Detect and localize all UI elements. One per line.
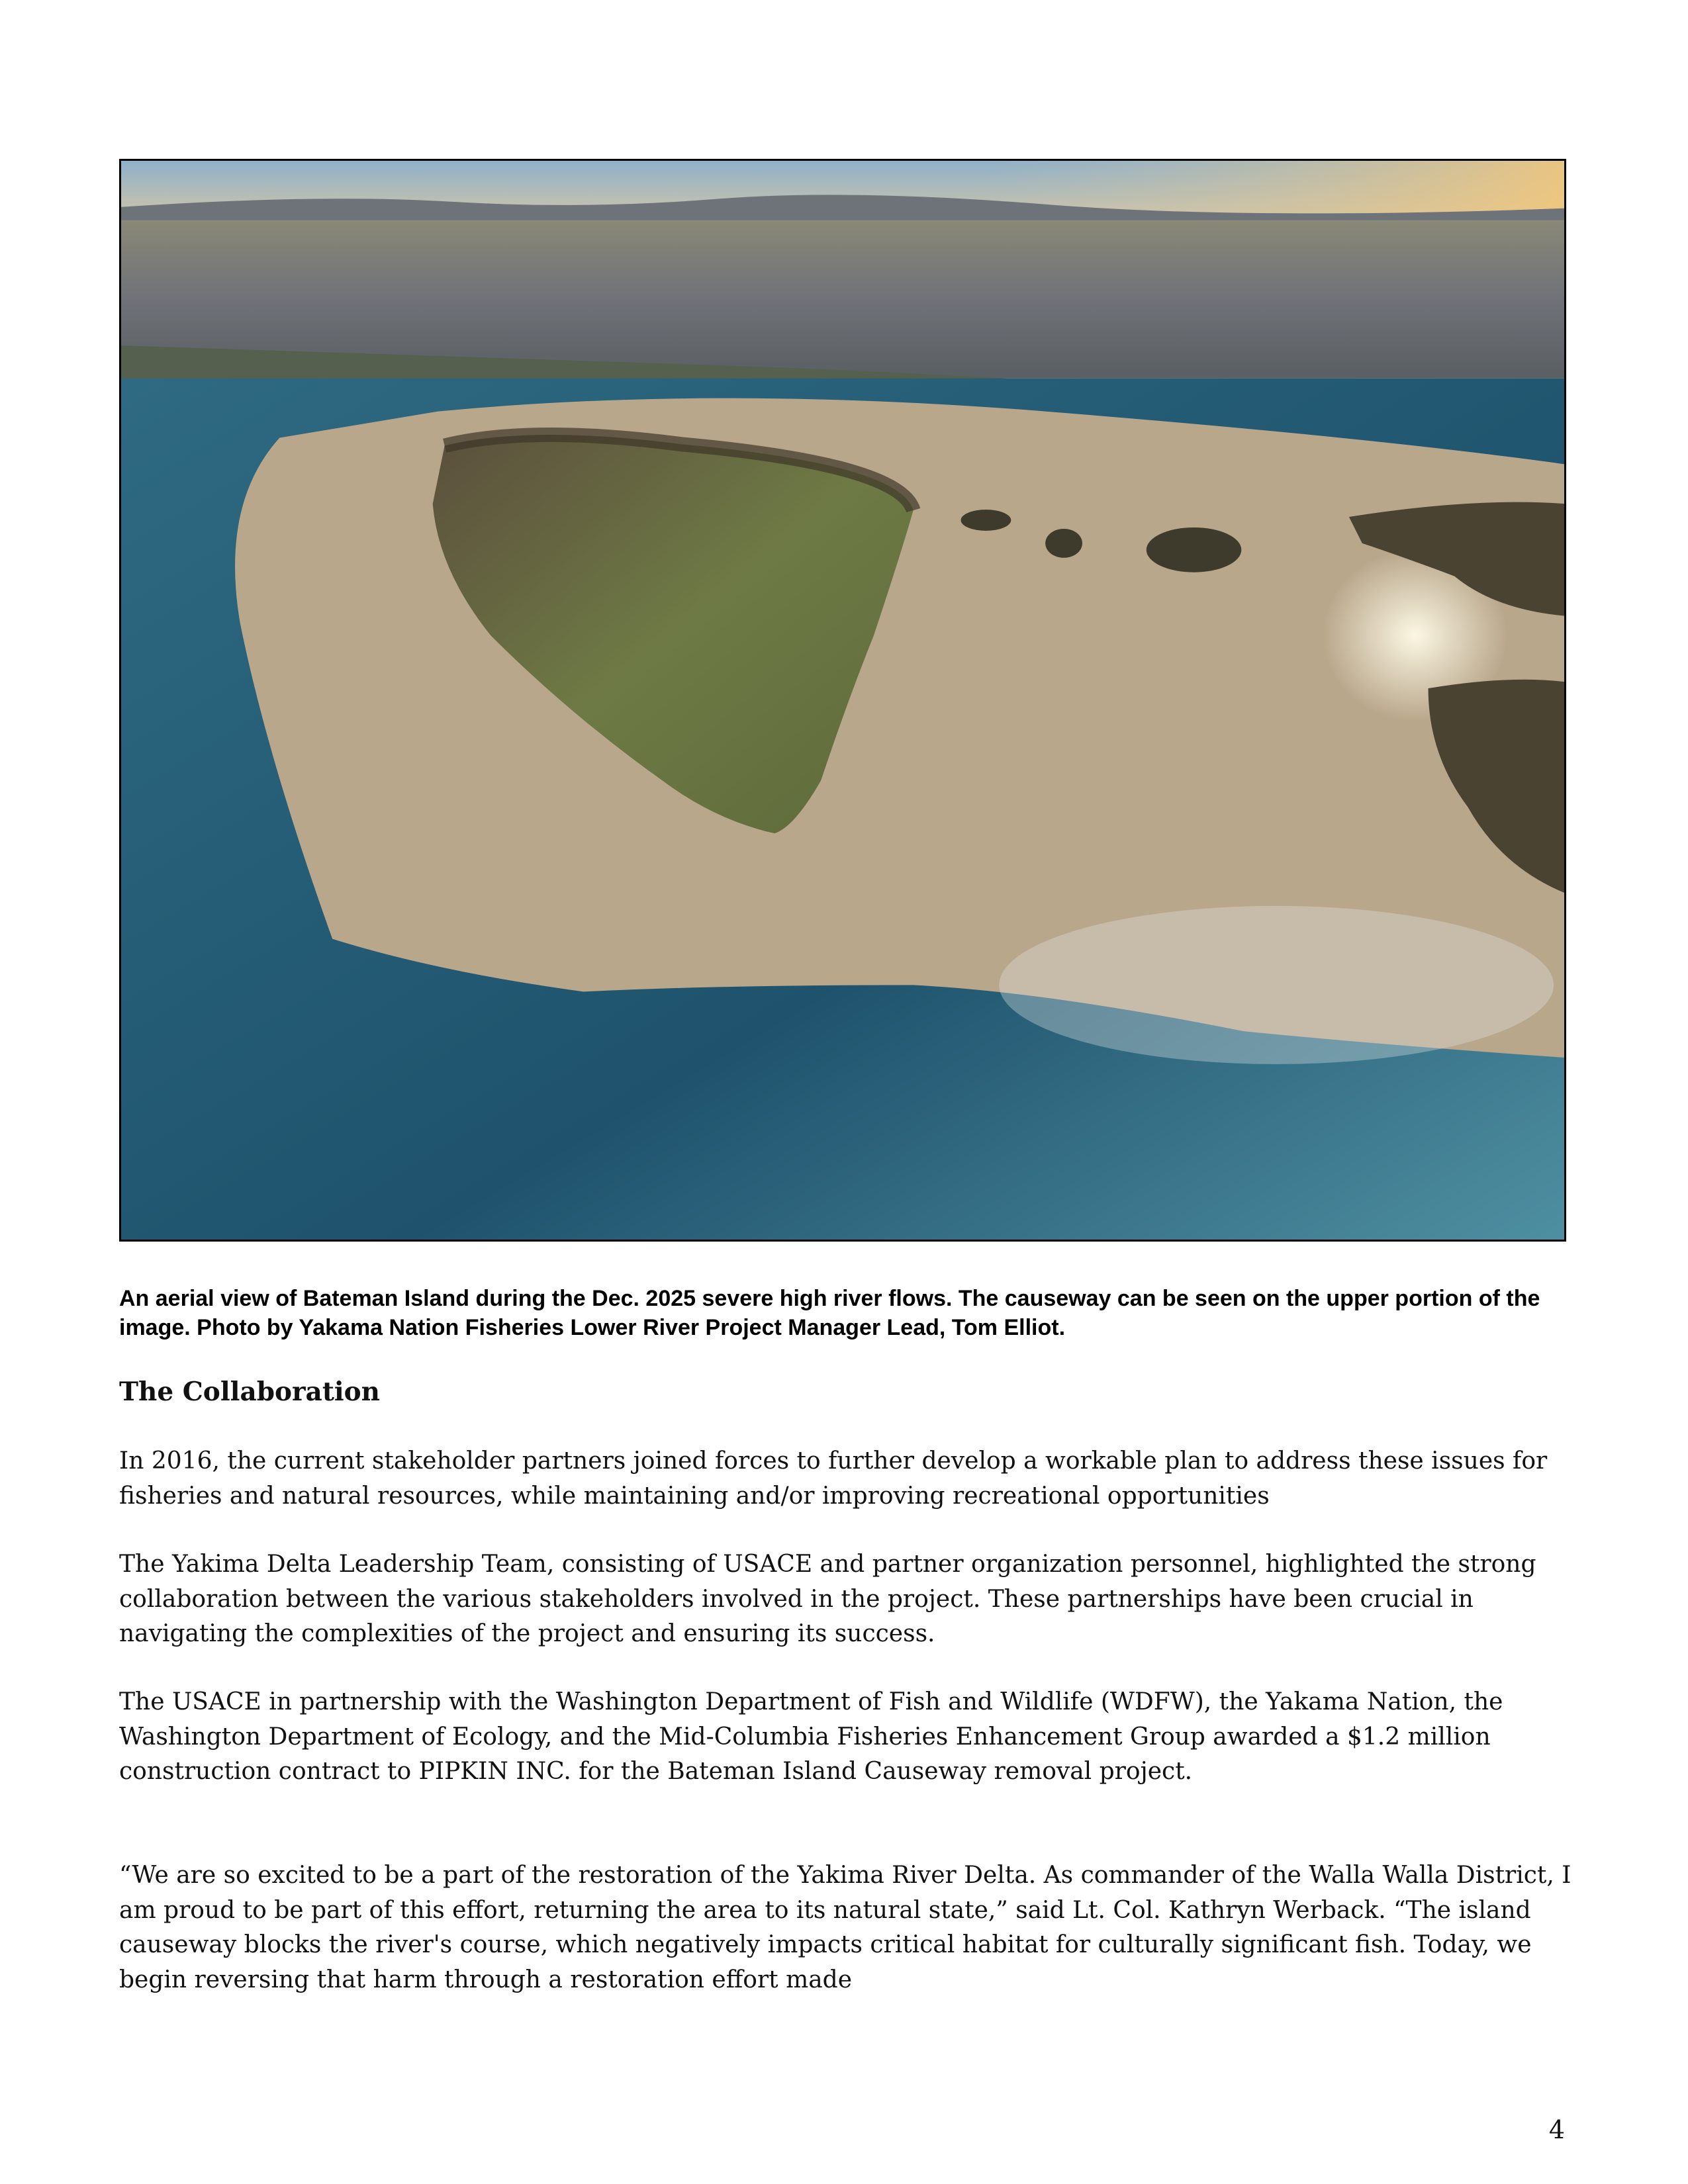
body-paragraph: In 2016, the current stakeholder partners joined forces to further develop a workable plan to address these issues for fisheries and natural resources, while maintaining and/or improving recreational opportunities [119, 1447, 1548, 1510]
section-heading: The Collaboration [119, 1377, 381, 1407]
aerial-photo-illustration [121, 161, 1564, 1240]
body-paragraph: The USACE in partnership with the Washington Department of Fish and Wildlife (WDFW), the Yakama Nation, the Washington Department of Ecology, and the Mid-Columbia Fisheries Enhancement Group awarded a $1.2 million construction contract to PIPKIN INC. for the Bateman Island Causeway removal project. [119, 1688, 1503, 1785]
body-paragraph: The Yakima Delta Leadership Team, consisting of USACE and partner organization personnel, highlighted the strong collaboration between the various stakeholders involved in the project. These partnerships have been crucial in navigating the complexities of the project and ensuring its success. [119, 1551, 1536, 1647]
page-number: 4 [1548, 2115, 1565, 2144]
body-paragraph: “We are so excited to be a part of the restoration of the Yakima River Delta. As commander of the Walla Walla District, I am proud to be part of this effort, returning the area to its natural state,” said Lt. Col. Kathryn Werback. “The island causeway blocks the river's course, which negatively impacts critical habitat for culturally significant fish. Today, we begin reversing that harm through a restoration effort made [119, 1862, 1571, 1993]
photo-caption: An aerial view of Bateman Island during the Dec. 2025 severe high river flows. The causeway can be seen on the upper portion of the image. Photo by Yakama Nation Fisheries Lower River Project Manager Lead, Tom Elliot. [119, 1286, 1540, 1340]
aerial-photo [119, 159, 1566, 1242]
